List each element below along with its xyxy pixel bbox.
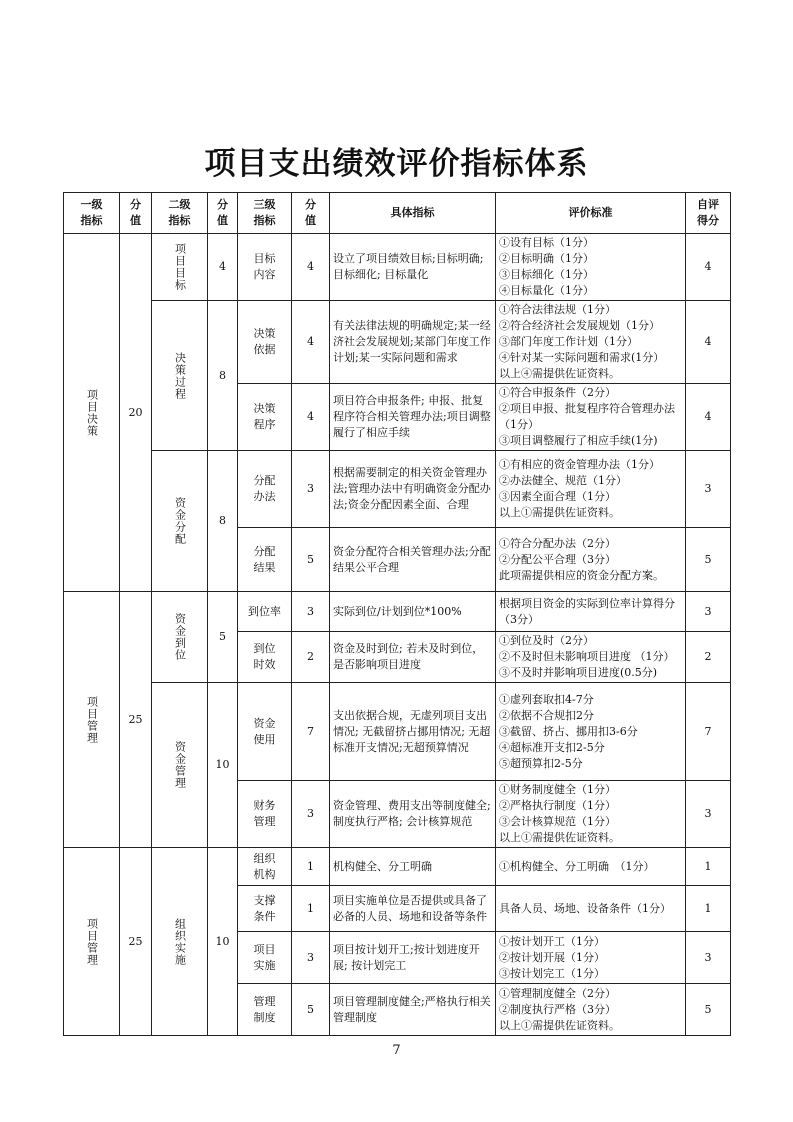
evaluation-standard: ①符合申报条件（2分） ②项目申报、批复程序符合管理办法（1分） ③项目调整履行了相应手续(1分) (496, 384, 686, 451)
level3-indicator: 决策 程序 (238, 384, 292, 451)
level3-score: 7 (292, 683, 330, 781)
specific-indicator: 支出依据合规，无虚列项目支出情况; 无截留挤占挪用情况; 无超标准开支情况;无超预算情况 (330, 683, 496, 781)
level3-score: 1 (292, 886, 330, 932)
level2-label: 资金管理 (173, 741, 187, 789)
header-l3: 三级 指标 (238, 193, 292, 234)
level3-indicator: 资金 使用 (238, 683, 292, 781)
level1-indicator (64, 234, 120, 592)
specific-indicator: 资金管理、费用支出等制度健全; 制度执行严格; 会计核算规范 (330, 781, 496, 848)
level2-score: 4 (208, 234, 238, 301)
self-score: 4 (686, 301, 731, 384)
evaluation-standard: 具备人员、场地、设备条件（1分） (496, 886, 686, 932)
level3-score: 5 (292, 528, 330, 592)
self-score: 5 (686, 528, 731, 592)
level1-score: 25 (120, 848, 152, 1036)
specific-indicator: 项目管理制度健全;严格执行相关管理制度 (330, 984, 496, 1036)
specific-indicator: 机构健全、分工明确 (330, 848, 496, 886)
level3-score: 3 (292, 932, 330, 984)
level3-indicator: 到位率 (238, 592, 292, 632)
evaluation-standard: ①符合法律法规（1分） ②符合经济社会发展规划（1分） ③部门年度工作计划（1分） ④针对某一实际问题和需求(1分） 以上④需提供佐证资料。 (496, 301, 686, 384)
header-row (64, 193, 731, 234)
level3-indicator: 到位 时效 (238, 632, 292, 683)
level2-label: 组织实施 (173, 917, 187, 966)
level3-score: 2 (292, 632, 330, 683)
level3-indicator: 决策 依据 (238, 301, 292, 384)
evaluation-standard: ①管理制度健全（2分） ②制度执行严格（3分） 以上①需提供佐证资料。 (496, 984, 686, 1036)
indicator-table (63, 192, 731, 1036)
level3-score: 3 (292, 592, 330, 632)
header-indicator: 具体指标 (330, 193, 496, 234)
specific-indicator: 实际到位/计划到位*100% (330, 592, 496, 632)
evaluation-standard: 根据项目资金的实际到位率计算得分（3分） (496, 592, 686, 632)
self-score: 1 (686, 848, 731, 886)
level3-score: 4 (292, 301, 330, 384)
level3-indicator: 项目 实施 (238, 932, 292, 984)
evaluation-standard: ①财务制度健全（1分） ②严格执行制度（1分） ③会计核算规范（1分） 以上①需提供佐证资料。 (496, 781, 686, 848)
level2-indicator (152, 848, 208, 1036)
table-row (64, 848, 731, 886)
level2-indicator (152, 234, 208, 301)
table-row (64, 592, 731, 632)
level2-label: 资金到位 (173, 613, 187, 661)
level2-label: 决策过程 (173, 351, 187, 400)
evaluation-standard: ①虚列套取扣4-7分 ②依据不合规扣2分 ③截留、挤占、挪用扣3-6分 ④超标准开支扣2-5分 ⑤超预算扣2-5分 (496, 683, 686, 781)
header-l2: 二级 指标 (152, 193, 208, 234)
specific-indicator: 项目按计划开工;按计划进度开展; 按计划完工 (330, 932, 496, 984)
level2-indicator (152, 683, 208, 848)
level2-score: 5 (208, 592, 238, 683)
self-score: 3 (686, 592, 731, 632)
specific-indicator: 设立了项目绩效目标;目标明确; 目标细化; 目标量化 (330, 234, 496, 301)
specific-indicator: 根据需要制定的相关资金管理办法;管理办法中有明确资金分配办法;资金分配因素全面、合理 (330, 451, 496, 528)
evaluation-standard: ①有相应的资金管理办法（1分） ②办法健全、规范（1分） ③因素全面合理（1分） 以上①需提供佐证资料。 (496, 451, 686, 528)
specific-indicator: 资金及时到位; 若未及时到位，是否影响项目进度 (330, 632, 496, 683)
table-row (64, 451, 731, 528)
level1-label: 项目决策 (85, 388, 99, 437)
level2-score: 8 (208, 451, 238, 592)
specific-indicator: 资金分配符合相关管理办法;分配结果公平合理 (330, 528, 496, 592)
level2-score: 10 (208, 848, 238, 1036)
table-row (64, 234, 731, 301)
evaluation-standard: ①按计划开工（1分） ②按计划开展（1分） ③按计划完工（1分） (496, 932, 686, 984)
evaluation-standard: ①设有目标（1分） ②目标明确（1分） ③目标细化（1分） ④目标量化（1分） (496, 234, 686, 301)
evaluation-standard: ①符合分配办法（2分） ②分配公平合理（3分） 此项需提供相应的资金分配方案。 (496, 528, 686, 592)
level2-label: 资金分配 (173, 497, 187, 545)
level2-label: 项目目标 (173, 243, 187, 291)
level1-label: 项目管理 (85, 917, 99, 966)
level1-indicator (64, 848, 120, 1036)
self-score: 4 (686, 234, 731, 301)
specific-indicator: 有关法律法规的明确规定;某一经济社会发展规划;某部门年度工作计划;某一实际问题和需求 (330, 301, 496, 384)
level3-score: 3 (292, 451, 330, 528)
self-score: 3 (686, 451, 731, 528)
level3-score: 5 (292, 984, 330, 1036)
level1-label: 项目管理 (85, 695, 99, 744)
level3-indicator: 管理 制度 (238, 984, 292, 1036)
level1-score: 25 (120, 592, 152, 848)
header-standard: 评价标准 (496, 193, 686, 234)
self-score: 1 (686, 886, 731, 932)
level2-score: 10 (208, 683, 238, 848)
level2-indicator (152, 592, 208, 683)
self-score: 2 (686, 632, 731, 683)
header-l1: 一级 指标 (64, 193, 120, 234)
level3-indicator: 组织 机构 (238, 848, 292, 886)
self-score: 3 (686, 932, 731, 984)
page-number: 7 (392, 1043, 401, 1058)
level2-indicator (152, 301, 208, 451)
level3-indicator: 目标 内容 (238, 234, 292, 301)
table-row (64, 301, 731, 384)
level3-score: 4 (292, 234, 330, 301)
self-score: 7 (686, 683, 731, 781)
level2-score: 8 (208, 301, 238, 451)
level3-indicator: 分配 结果 (238, 528, 292, 592)
specific-indicator: 项目符合申报条件; 申报、批复程序符合相关管理办法;项目调整履行了相应手续 (330, 384, 496, 451)
header-l1-score: 分 值 (120, 193, 152, 234)
level3-indicator: 分配 办法 (238, 451, 292, 528)
level3-indicator: 财务 管理 (238, 781, 292, 848)
level3-score: 1 (292, 848, 330, 886)
level3-score: 4 (292, 384, 330, 451)
header-self-score: 自评 得分 (686, 193, 731, 234)
level2-indicator (152, 451, 208, 592)
level3-score: 3 (292, 781, 330, 848)
table-row (64, 683, 731, 781)
self-score: 3 (686, 781, 731, 848)
evaluation-standard: ①机构健全、分工明确 （1分） (496, 848, 686, 886)
level1-indicator (64, 592, 120, 848)
self-score: 4 (686, 384, 731, 451)
level1-score: 20 (120, 234, 152, 592)
evaluation-standard: ①到位及时（2分） ②不及时但未影响项目进度 （1分） ③不及时并影响项目进度(0.5分) (496, 632, 686, 683)
level3-indicator: 支撑 条件 (238, 886, 292, 932)
specific-indicator: 项目实施单位是否提供或具备了必备的人员、场地和设备等条件 (330, 886, 496, 932)
header-l2-score: 分 值 (208, 193, 238, 234)
self-score: 5 (686, 984, 731, 1036)
header-l3-score: 分 值 (292, 193, 330, 234)
page-title: 项目支出绩效评价指标体系 (204, 146, 589, 182)
